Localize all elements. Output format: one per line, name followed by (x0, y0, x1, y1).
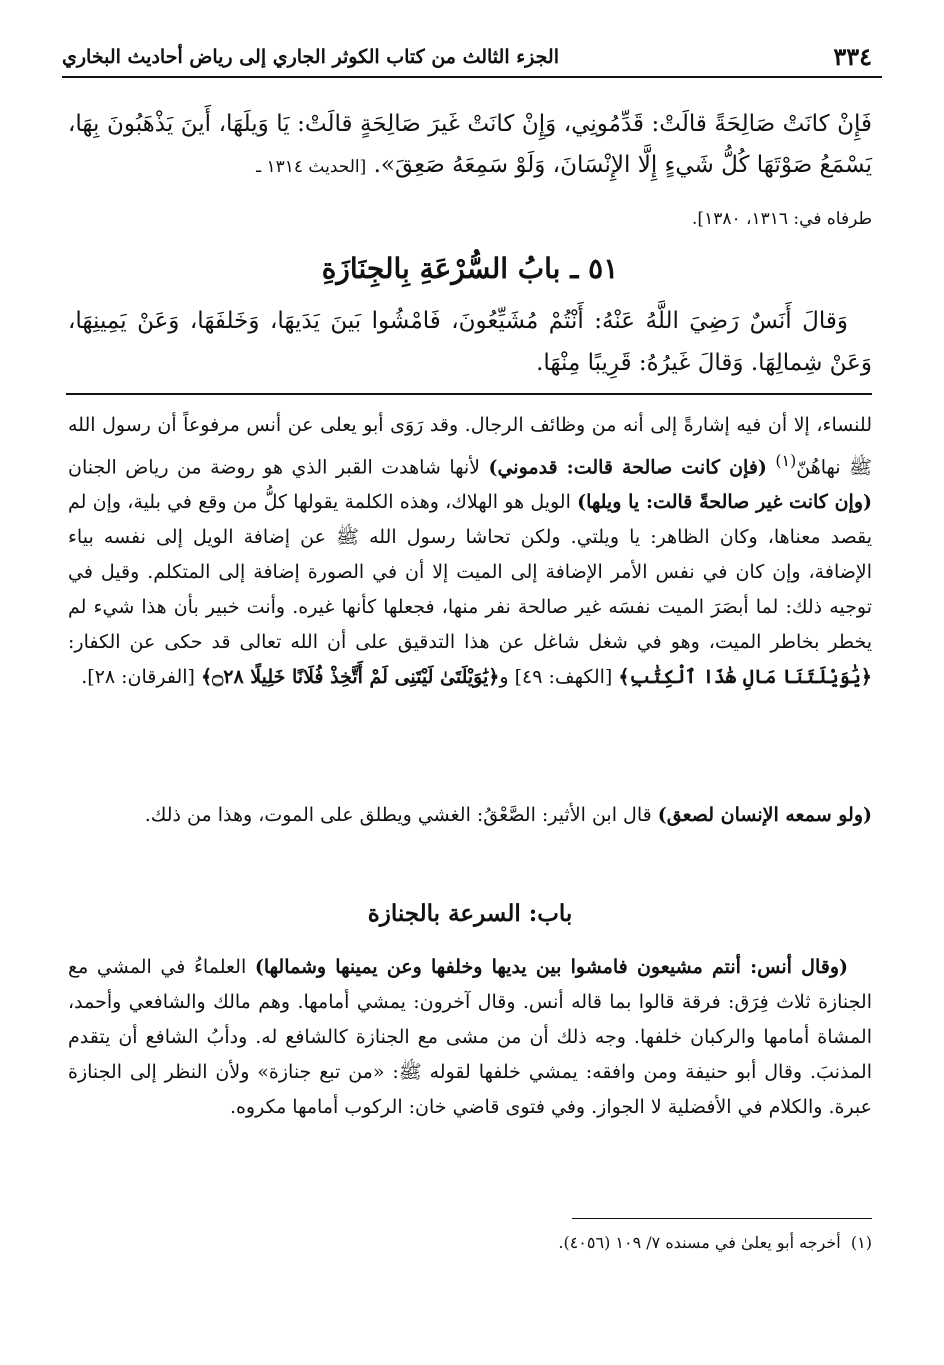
footnote-reference: (١) (775, 451, 797, 470)
section-quote: (وقال أنس: أنتم مشيعون فامشوا بين يديها وخلفها وعن يمينها وشمالها) (254, 956, 849, 978)
commentary-quote: (وإن كانت غير صالحةً قالت: يا ويلها) (577, 491, 872, 514)
commentary-quote: (ولو سمعه الإنسان لصعق) (657, 804, 872, 826)
text-divider (66, 393, 872, 395)
hadith-main: فَإِنْ كانَتْ صَالِحَةً قالَتْ: قَدِّمُونِي، وَإِنْ كانَتْ غَيرَ صَالِحَةٍ قالَتْ: يَا وَيلَهَا، أَينَ يَذْهَبُونَ بِهَا، يَسْمَعُ صَوْتَهَا كُلُّ شَيءٍ إِلَّا الإِنْسَانَ، وَلَوْ سَمِعَهُ صَعِقَ». (68, 111, 872, 178)
header-rule (62, 76, 882, 78)
hadith-text (68, 104, 872, 188)
section-paragraph (68, 950, 872, 1125)
quran-ref: [الفرقان: ٢٨]. (81, 666, 195, 689)
commentary-text: للنساء، إلا أن فيه إشارةً إلى أنه من وظائف الرجال. وقد رَوَى أبو يعلى عن أنس مرفوعاً أن رسول الله ﷺ نهاهُنّ (68, 414, 872, 479)
footnote (68, 1228, 872, 1258)
hadith-references: طرفاه في: ١٣١٦، ١٣٨٠]. (692, 209, 872, 229)
quran-quote: ﴿يَٰوَيْلَتَنَا مَالِ هَٰذَا ٱلْكِتَٰبِ﴾ (618, 666, 872, 689)
chapter-title: ٥١ ـ بابُ السُّرْعَةِ بِالجِنَازَةِ (321, 252, 619, 285)
chapter-athar: وَقالَ أَنَسٌ رَضِيَ اللَّهُ عَنْهُ: أَنْتُمْ مُشَيِّعُونَ، فَامْشُوا بَينَ يَدَيهَا، وَخَلفَهَا، وَعَنْ يَمِينِهَا، وَعَنْ شِمالِهَا. وَقالَ غَيرُهُ: قَرِيبًا مِنْهَا. (68, 308, 872, 376)
footnote-rule (572, 1218, 872, 1219)
section-title: باب: السرعة بالجنازة (367, 900, 573, 927)
section-text: العلماءُ في المشي مع الجنازة ثلاث فِرَق: فرقة قالوا بما قاله أنس. وقال آخرون: يمشي أمامها. وهم مالك والشافعي وأحمد، المشاة أمامها والركبان خلفها. وجه ذلك أن من مشى مع الجنازة كالشافع له. ودأبُ الشافع أن يتقدم المذنبَ. وقال أبو حنيفة ومن وافقه: يمشي خلفها لقوله ﷺ: «من تبع جنازة» ولأن النظر إلى الجنازة عبرة. والكلام في الأفضلية لا الجواز. وفي فتوى قاضي خان: الركوب أمامها مكروه. (68, 956, 872, 1118)
footnote-text: أخرجه أبو يعلىٰ في مسنده ٧/ ١٠٩ (٤٠٥٦). (558, 1233, 841, 1252)
commentary-text: الويل هو الهلاك، وهذه الكلمة يقولها كلُّ من وقع في بلية، وإن لم يقصد معناها، وكان الظاهر: يا ويلتي. ولكن تحاشا رسول الله ﷺ عن إضافة الويل إلى نفسه بياء الإضافة، وإن كان في نفس الأمر الإضافة إلى الميت إلا أن في الصورة إضافة إلى المتكلم. وقيل في توجيه ذلك: لما أبصَرَ الميت نفسَه غير صالحة نفر منها، فجعلها كأنها غيره. وأنت خبير بأن هذا شيء لم يخطر بخاطر الميت، وهو في شغل شاغل عن هذا التدقيق على أن الله تعالى قد حكى عن الكفار: (68, 491, 872, 654)
quran-quote: ﴿يَٰوَيْلَتَىٰ لَيْتَنِى لَمْ أَتَّخِذْ فُلَانًا خَلِيلًا ۝٢٨﴾ (200, 666, 500, 689)
commentary-text: لأنها شاهدت القبر الذي هو روضة من رياض الجنان (68, 456, 480, 479)
quran-ref: [الكهف: ٤٩] و (499, 666, 613, 689)
commentary-quote: (فإن كانت صالحة قالت: قدموني) (488, 456, 767, 479)
footnote-marker: (١) (850, 1233, 872, 1252)
running-title: الجزء الثالث من كتاب الكوثر الجاري إلى رياض أحاديث البخاري (62, 46, 559, 68)
commentary-paragraph (68, 408, 872, 695)
hadith-number: [الحديث ١٣١٤ ـ (256, 157, 367, 177)
page-number: ٣٣٤ (833, 42, 872, 71)
commentary-paragraph (68, 798, 872, 833)
page-header (62, 38, 882, 78)
commentary-text: قال ابن الأثير: الصَّعْقُ: الغشي ويطلق على الموت، وهذا من ذلك. (144, 804, 652, 826)
